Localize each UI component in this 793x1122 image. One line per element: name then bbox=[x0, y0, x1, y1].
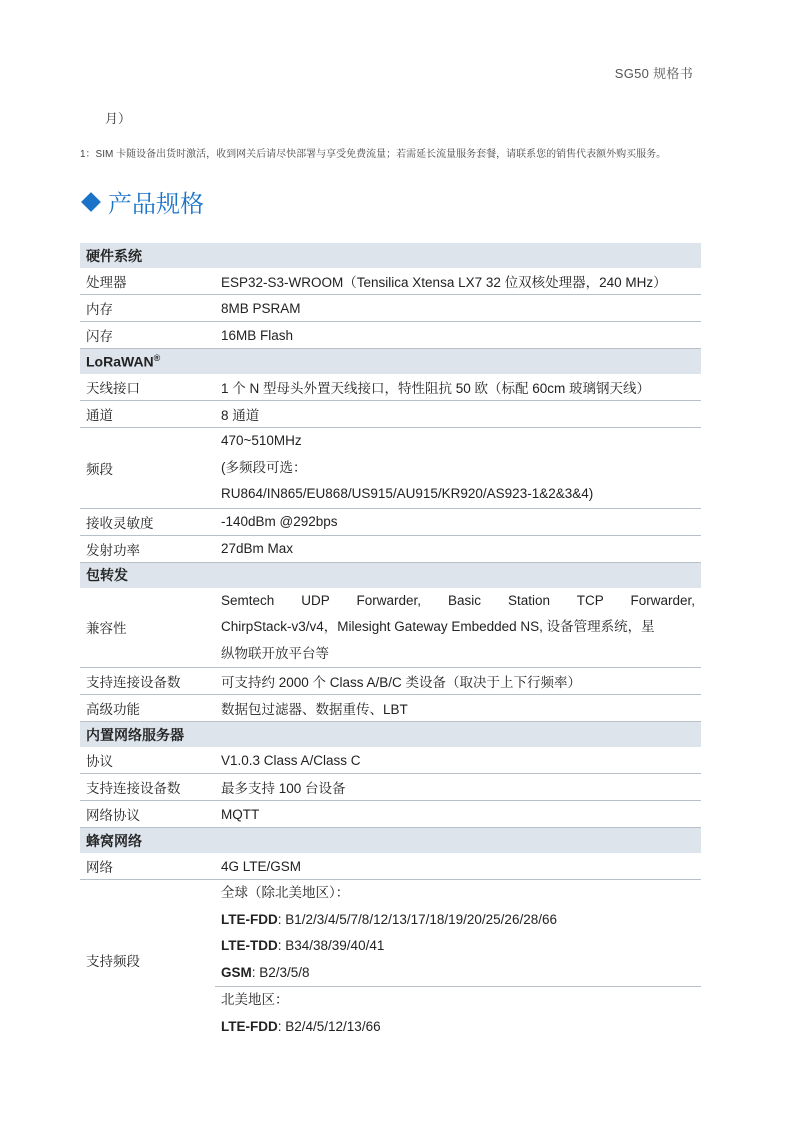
spec-row-channels bbox=[80, 401, 701, 428]
row-value: 16MB Flash bbox=[215, 322, 701, 349]
spec-table bbox=[80, 243, 701, 1040]
registered-mark: ® bbox=[153, 353, 161, 364]
spec-row-network bbox=[80, 853, 701, 880]
section-header-label: 硬件系统 bbox=[80, 243, 701, 268]
section-title-text: 产品规格 bbox=[108, 191, 204, 218]
section-header-cellular bbox=[80, 828, 701, 854]
row-value: -140dBm @292bps bbox=[215, 508, 701, 535]
row-value: MQTT bbox=[215, 801, 701, 828]
compat-line: 纵物联开放平台等 bbox=[221, 645, 329, 661]
row-value: 数据包过滤器、数据重传、LBT bbox=[215, 695, 701, 722]
row-value: 可支持约 2000 个 Class A/B/C 类设备（取决于上下行频率） bbox=[215, 668, 701, 695]
spec-row-flash bbox=[80, 322, 701, 349]
spec-row-pf-devices bbox=[80, 668, 701, 695]
bands-line bbox=[221, 960, 695, 987]
continuation-text: 月） bbox=[105, 111, 132, 126]
row-label: 兼容性 bbox=[80, 588, 215, 668]
bands-line bbox=[221, 933, 695, 960]
spec-row-processor bbox=[80, 268, 701, 295]
band-key: LTE-FDD bbox=[221, 911, 278, 927]
row-label: 通道 bbox=[80, 401, 215, 428]
spec-row-tx-power bbox=[80, 535, 701, 562]
row-value: V1.0.3 Class A/Class C bbox=[215, 747, 701, 774]
section-header-label: 包转发 bbox=[80, 562, 701, 588]
row-label: 内存 bbox=[80, 295, 215, 322]
band-key: LTE-TDD bbox=[221, 938, 278, 953]
section-header-label: 蜂窝网络 bbox=[80, 828, 701, 854]
bands-na-title: 北美地区： bbox=[221, 992, 289, 1007]
compat-line: Semtech UDP Forwarder, Basic Station TCP Forwarder, bbox=[221, 592, 695, 608]
row-value: 8MB PSRAM bbox=[215, 295, 701, 322]
band-line: (多频段可选： bbox=[221, 459, 307, 475]
band-key: LTE-FDD bbox=[221, 1018, 278, 1034]
section-header-hardware bbox=[80, 243, 701, 268]
compat-line: ChirpStack-v3/v4，Milesight Gateway Embedded NS, 设备管理系统，星 bbox=[221, 619, 655, 634]
band-line: RU864/IN865/EU868/US915/AU915/KR920/AS923-1&2&3&4) bbox=[221, 486, 594, 501]
band-value: : B2/3/5/8 bbox=[251, 964, 310, 980]
section-header-label: 内置网络服务器 bbox=[80, 722, 701, 748]
band-key: GSM bbox=[221, 964, 252, 980]
section-header-network-server bbox=[80, 722, 701, 748]
row-label: 网络协议 bbox=[80, 801, 215, 828]
band-value: : B2/4/5/12/13/66 bbox=[277, 1018, 381, 1034]
band-value: : B34/38/39/40/41 bbox=[277, 938, 385, 953]
spec-row-ns-devices bbox=[80, 774, 701, 801]
row-label: 网络 bbox=[80, 853, 215, 880]
spec-row-memory bbox=[80, 295, 701, 322]
diamond-bullet-icon bbox=[81, 192, 101, 212]
spec-row-net-protocol bbox=[80, 801, 701, 828]
row-label: 处理器 bbox=[80, 268, 215, 295]
spec-row-protocol bbox=[80, 747, 701, 774]
row-value: 27dBm Max bbox=[215, 535, 701, 562]
footnote: 1：SIM 卡随设备出货时激活，收到网关后请尽快部署与享受免费流量；若需延长流量服务套餐，请联系您的销售代表额外购买服务。 bbox=[80, 149, 667, 160]
lorawan-title: LoRaWAN bbox=[86, 353, 154, 370]
bands-line bbox=[221, 907, 695, 934]
bands-line bbox=[221, 1014, 695, 1041]
row-value: 1 个 N 型母头外置天线接口，特性阻抗 50 欧（标配 60cm 玻璃钢天线） bbox=[215, 374, 701, 401]
row-value bbox=[215, 987, 701, 1041]
row-value bbox=[215, 428, 701, 509]
row-label: 协议 bbox=[80, 747, 215, 774]
bands-global-title: 全球（除北美地区）： bbox=[221, 885, 350, 900]
row-label: 天线接口 bbox=[80, 374, 215, 401]
row-value: 最多支持 100 台设备 bbox=[215, 774, 701, 801]
row-value: 8 通道 bbox=[215, 401, 701, 428]
row-label: 频段 bbox=[80, 428, 215, 509]
row-label: 支持连接设备数 bbox=[80, 668, 215, 695]
spec-row-sensitivity bbox=[80, 508, 701, 535]
spec-row-antenna bbox=[80, 374, 701, 401]
spec-row-bands-global bbox=[80, 880, 701, 987]
row-label: 高级功能 bbox=[80, 695, 215, 722]
row-label: 支持频段 bbox=[86, 954, 140, 969]
row-label: 接收灵敏度 bbox=[80, 508, 215, 535]
row-value: ESP32-S3-WROOM（Tensilica Xtensa LX7 32 位双核处理器，240 MHz） bbox=[215, 268, 701, 295]
section-header-lorawan bbox=[80, 349, 701, 375]
section-title bbox=[80, 184, 204, 219]
spec-row-compatibility bbox=[80, 588, 701, 668]
band-line: 470~510MHz bbox=[221, 433, 302, 448]
document-header-title: SG50 规格书 bbox=[614, 66, 693, 81]
row-label: 支持连接设备数 bbox=[80, 774, 215, 801]
row-value bbox=[215, 880, 701, 987]
section-header-label bbox=[80, 349, 701, 375]
row-label: 闪存 bbox=[80, 322, 215, 349]
row-value: 4G LTE/GSM bbox=[215, 853, 701, 880]
row-label: 发射功率 bbox=[80, 535, 215, 562]
section-header-packet-forwarder bbox=[80, 562, 701, 588]
row-value bbox=[215, 588, 701, 668]
spec-row-advanced bbox=[80, 695, 701, 722]
spec-row-band bbox=[80, 428, 701, 509]
band-value: : B1/2/3/4/5/7/8/12/13/17/18/19/20/25/26/28/66 bbox=[277, 911, 557, 927]
